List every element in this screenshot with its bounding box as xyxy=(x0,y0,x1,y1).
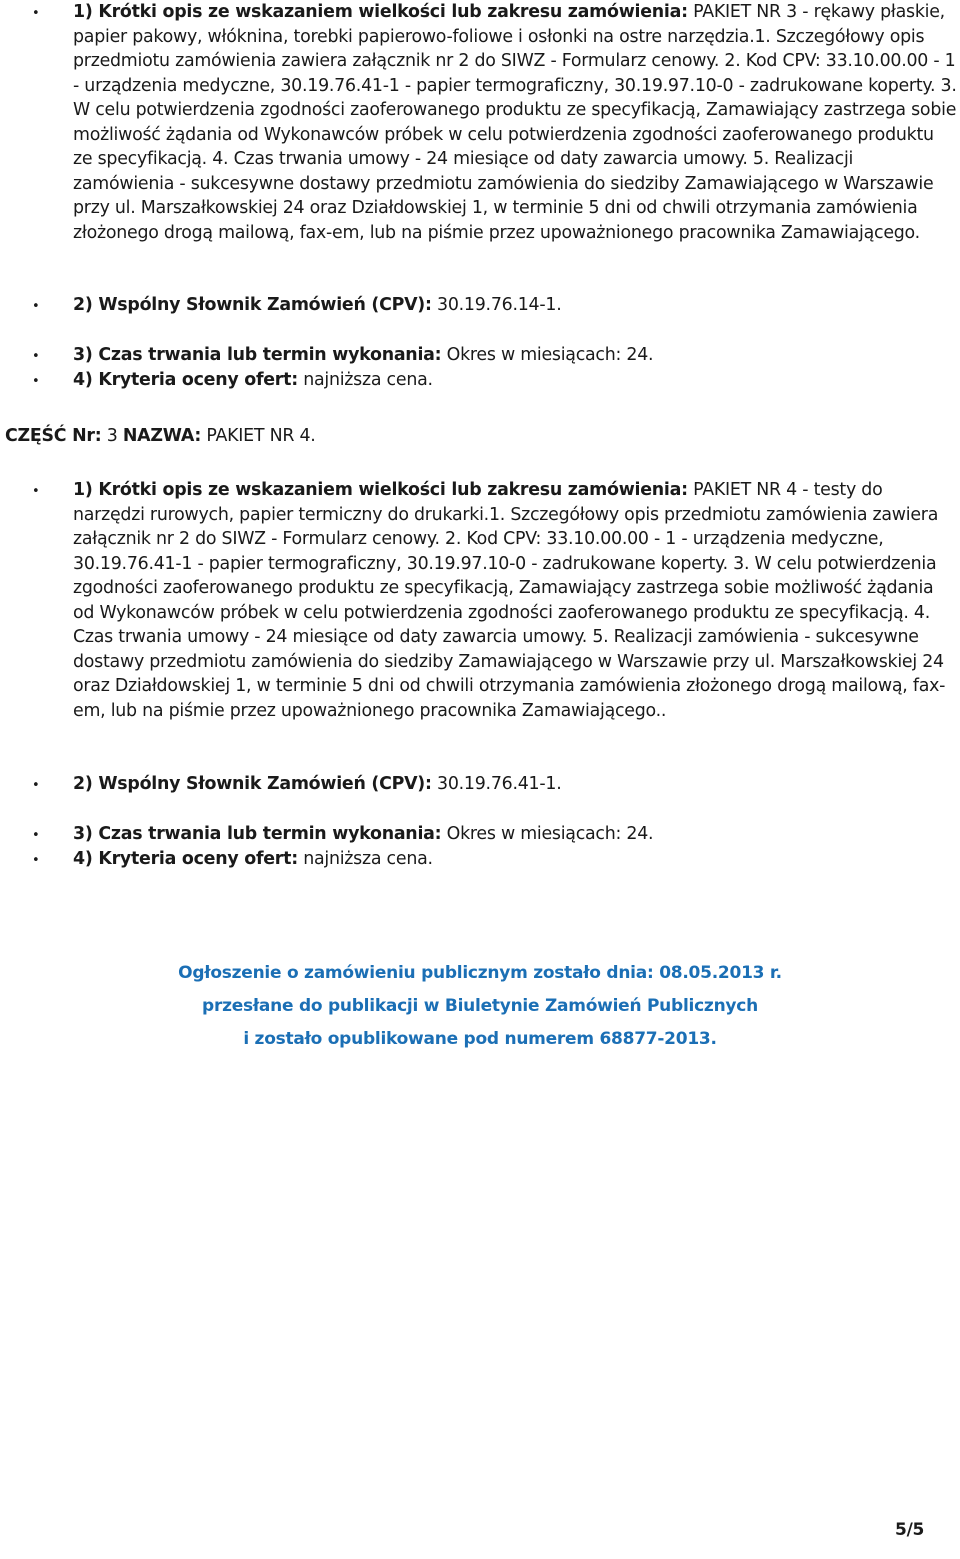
bullet: • xyxy=(32,484,40,499)
criteria-label: 4) Kryteria oceny ofert: xyxy=(73,849,298,869)
part3-description-item xyxy=(73,478,957,723)
part-header xyxy=(5,424,316,449)
description-label: 1) Krótki opis ze wskazaniem wielkości lub zakresu zamówienia: xyxy=(73,480,688,500)
publication-notice-line-3: i zostało opublikowane pod numerem 68877-2013. xyxy=(243,1029,717,1049)
part2-duration-item xyxy=(73,343,957,368)
criteria-label: 4) Kryteria oceny ofert: xyxy=(73,370,298,390)
description-text: PAKIET NR 4 - testy do narzędzi rurowych, papier termiczny do drukarki.1. Szczegółowy opis przedmiotu zamówienia zawiera załącznik nr 2 do SIWZ - Formularz cenowy. 2. Kod CPV: 33.10.00.00 - 1 - urządzenia medyczne, 30.19.76.41-1 - papier termograficzny, 30.19.97.10-0 - zadrukowane koperty. 3. W celu potwierdzenia zgodności zaoferowanego produktu ze specyfikacją, Zamawiający zastrzega sobie możliwość żądania od Wykonawców próbek w celu potwierdzenia zgodności zaoferowanego produktu ze specyfikacją. 4. Czas trwania umowy - 24 miesiące od daty zawarcia umowy. 5. Realizacji zamówienia - sukcesywne dostawy przedmiotu zamówienia do siedziby Zamawiającego w Warszawie przy ul. Marszałkowskiej 24 oraz Działdowskiej 1, w terminie 5 dni od chwili otrzymania zamówienia złożonego drogą mailową, fax-em, lub na piśmie przez upoważnionego pracownika Zamawiającego.. xyxy=(73,480,946,721)
part3-cpv-item xyxy=(73,772,957,797)
name-label: NAZWA: xyxy=(122,426,202,446)
criteria-value: najniższa cena. xyxy=(303,849,433,869)
bullet: • xyxy=(32,778,40,793)
part2-description-item xyxy=(73,0,957,245)
cpv-value: 30.19.76.41-1. xyxy=(437,774,562,794)
description-label: 1) Krótki opis ze wskazaniem wielkości lub zakresu zamówienia: xyxy=(73,2,688,22)
publication-notice-line-1: Ogłoszenie o zamówieniu publicznym zostało dnia: 08.05.2013 r. xyxy=(178,963,782,983)
duration-label: 3) Czas trwania lub termin wykonania: xyxy=(73,345,442,365)
part3-duration-item xyxy=(73,822,957,847)
criteria-value: najniższa cena. xyxy=(303,370,433,390)
bullet: • xyxy=(32,374,40,389)
bullet: • xyxy=(32,349,40,364)
description-text: PAKIET NR 3 - rękawy płaskie, papier pakowy, włóknina, torebki papierowo-foliowe i osłonki na ostre narzędzia.1. Szczegółowy opis przedmiotu zamówienia zawiera załącznik nr 2 do SIWZ - Formularz cenowy. 2. Kod CPV: 33.10.00.00 - 1 - urządzenia medyczne, 30.19.76.41-1 - papier termograficzny, 30.19.97.10-0 - zadrukowane koperty. 3. W celu potwierdzenia zgodności zaoferowanego produktu ze specyfikacją, Zamawiający zastrzega sobie możliwość żądania od Wykonawców próbek w celu potwierdzenia zgodności zaoferowanego produktu ze specyfikacją. 4. Czas trwania umowy - 24 miesiące od daty zawarcia umowy. 5. Realizacji zamówienia - sukcesywne dostawy przedmiotu zamówienia do siedziby Zamawiającego w Warszawie przy ul. Marszałkowskiej 24 oraz Działdowskiej 1, w terminie 5 dni od chwili otrzymania zamówienia złożonego drogą mailową, fax-em, lub na piśmie przez upoważnionego pracownika Zamawiającego. xyxy=(73,2,957,243)
bullet: • xyxy=(32,828,40,843)
bullet: • xyxy=(32,853,40,868)
cpv-label: 2) Wspólny Słownik Zamówień (CPV): xyxy=(73,774,432,794)
cpv-value: 30.19.76.14-1. xyxy=(437,295,562,315)
duration-value: Okres w miesiącach: 24. xyxy=(446,824,654,844)
duration-value: Okres w miesiącach: 24. xyxy=(446,345,654,365)
bullet: • xyxy=(32,299,40,314)
part3-criteria-item xyxy=(73,847,957,872)
publication-notice-line-2: przesłane do publikacji w Biuletynie Zamówień Publicznych xyxy=(202,996,758,1016)
part-label: CZĘŚĆ Nr: xyxy=(5,426,102,446)
part-name: PAKIET NR 4. xyxy=(206,426,316,446)
part-number: 3 xyxy=(106,426,118,446)
cpv-label: 2) Wspólny Słownik Zamówień (CPV): xyxy=(73,295,432,315)
bullet: • xyxy=(32,6,40,21)
page-number: 5/5 xyxy=(895,1520,925,1540)
part2-cpv-item xyxy=(73,293,957,318)
duration-label: 3) Czas trwania lub termin wykonania: xyxy=(73,824,442,844)
part2-criteria-item xyxy=(73,368,957,393)
